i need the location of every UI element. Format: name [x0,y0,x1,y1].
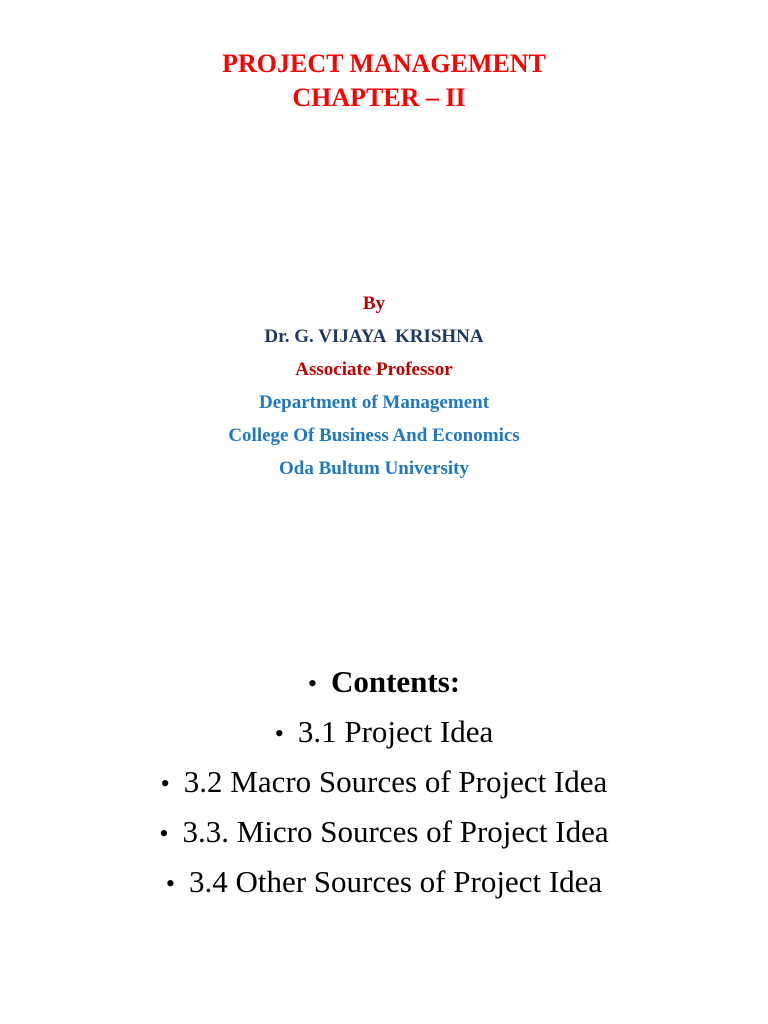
author-position: Associate Professor [295,359,453,380]
bullet-icon: • [160,769,170,798]
bullet-icon: • [307,669,317,698]
list-item [0,758,768,808]
list-item-text: 3.2 Macro Sources of Project Idea [183,764,608,799]
list-item-text: 3.3. Micro Sources of Project Idea [182,814,609,849]
contents-heading: Contents: [330,664,461,699]
list-item-text: 3.1 Project Idea [297,714,494,749]
contents-list [0,658,768,908]
author-college: College Of Business And Economics [228,425,520,446]
title-line-2: CHAPTER – II [292,83,466,112]
list-item [0,858,768,908]
list-item [0,808,768,858]
list-item-text: 3.4 Other Sources of Project Idea [188,864,603,899]
by-label: By [362,293,386,314]
author-name: Dr. G. VIJAYA KRISHNA [264,326,484,347]
bullet-icon: • [274,719,284,748]
bullet-icon: • [159,819,169,848]
author-department: Department of Management [258,392,490,413]
title-line-1: PROJECT MANAGEMENT [222,49,546,78]
list-item [0,708,768,758]
bullet-icon: • [165,869,175,898]
contents-heading-row [0,658,768,708]
author-university: Oda Bultum University [278,458,470,479]
author-block [0,287,748,485]
